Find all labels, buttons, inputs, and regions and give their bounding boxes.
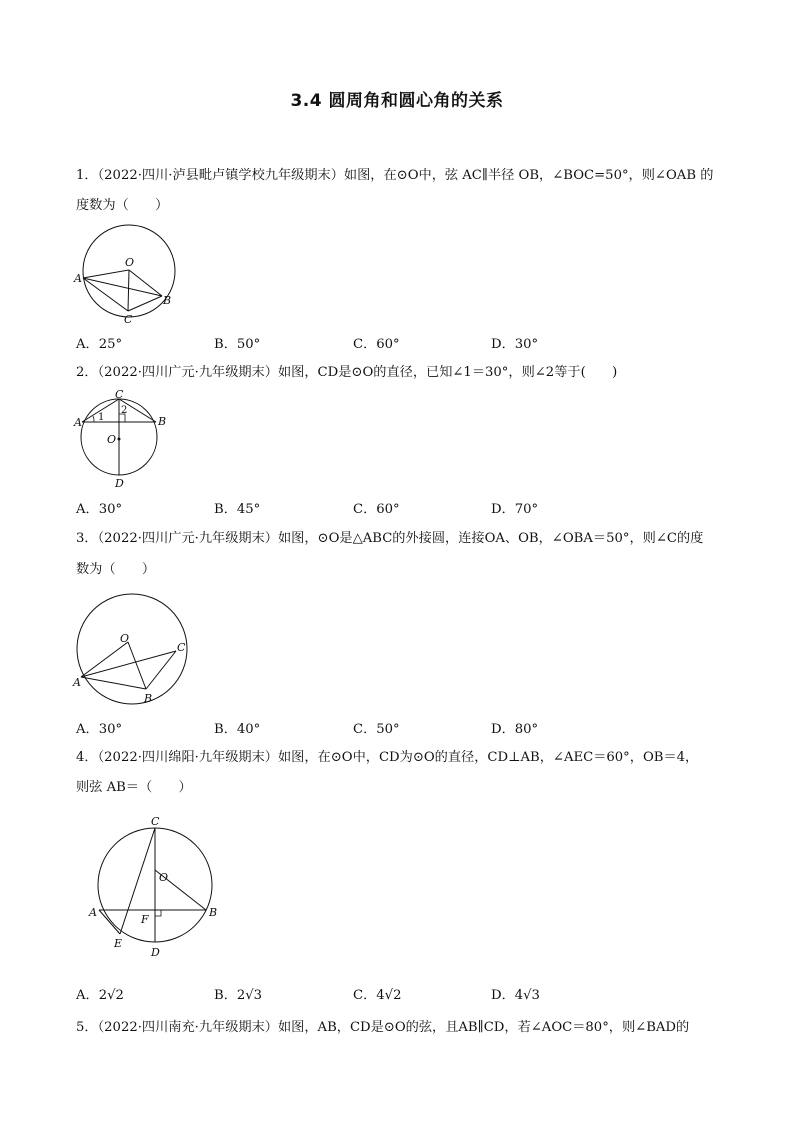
- q2-label-angle-1: 1: [98, 412, 105, 423]
- q1-option-b[interactable]: B．50°: [214, 337, 261, 352]
- q2-label-c: C: [115, 388, 124, 401]
- q1-text-line2: 度数为（ ）: [76, 198, 169, 213]
- q2-options: [76, 498, 716, 516]
- q1-figure: [70, 222, 190, 332]
- q3-options: [76, 718, 716, 736]
- q4-option-d[interactable]: D．4√3: [491, 988, 540, 1003]
- q4-label-d: D: [151, 946, 160, 959]
- q3-label-b: B: [144, 692, 153, 705]
- q4-label-c: C: [151, 815, 160, 828]
- q3-figure: [70, 596, 200, 706]
- q2-figure: [70, 390, 170, 490]
- q4-options: [76, 984, 716, 1002]
- q2-label-o: O: [107, 433, 117, 446]
- q2-label-angle-2: 2: [121, 405, 128, 416]
- q4-option-b[interactable]: B．2√3: [214, 988, 263, 1003]
- q2-option-b[interactable]: B．45°: [214, 502, 261, 517]
- q1-label-a: A: [74, 272, 82, 285]
- q4-label-b: B: [209, 906, 218, 919]
- q4-text-line1: 4．（2022·四川绵阳·九年级期末）如图，在⊙O中，CD为⊙O的直径，CD⊥AB，∠AEC＝60°，OB＝4，: [76, 750, 699, 765]
- q1-option-d[interactable]: D．30°: [491, 337, 539, 352]
- q3-text-line2: 数为（ ）: [76, 562, 156, 577]
- q3-label-o: O: [120, 632, 130, 645]
- q2-option-a[interactable]: A．30°: [76, 502, 123, 517]
- q2-text-line1: 2．（2022·四川广元·九年级期末）如图，CD是⊙O的直径，已知∠1＝30°，则∠2等于( ): [76, 365, 618, 380]
- q4-label-e: E: [114, 937, 123, 950]
- q1-option-c[interactable]: C．60°: [353, 337, 400, 352]
- q3-option-b[interactable]: B．40°: [214, 722, 261, 737]
- q5-text-line1: 5．（2022·四川南充·九年级期末）如图，AB，CD是⊙O的弦，且AB∥CD，若∠AOC＝80°，则∠BAD的: [76, 1020, 690, 1035]
- q4-label-f: F: [141, 913, 149, 926]
- q4-label-a: A: [89, 906, 97, 919]
- q4-label-o: O: [159, 871, 169, 884]
- q2-option-c[interactable]: C．60°: [353, 502, 400, 517]
- q2-label-b: B: [158, 415, 167, 428]
- q1-label-c: C: [124, 313, 133, 326]
- q2-label-d: D: [115, 477, 124, 490]
- q1-options: [76, 333, 716, 351]
- q2-option-d[interactable]: D．70°: [491, 502, 539, 517]
- q3-label-a: A: [73, 676, 81, 689]
- q2-label-a: A: [74, 416, 82, 429]
- q1-option-a[interactable]: A．25°: [76, 337, 123, 352]
- q1-label-o: O: [125, 256, 135, 269]
- q3-option-a[interactable]: A．30°: [76, 722, 123, 737]
- q4-figure: [80, 810, 230, 960]
- page-title: 3.4 圆周角和圆心角的关系: [290, 91, 504, 111]
- q4-option-c[interactable]: C．4√2: [353, 988, 402, 1003]
- q1-label-b: B: [163, 294, 172, 307]
- q4-option-a[interactable]: A．2√2: [76, 988, 124, 1003]
- q3-label-c: C: [177, 641, 186, 654]
- q4-text-line2: 则弦 AB＝（ ）: [76, 780, 192, 795]
- q3-option-c[interactable]: C．50°: [353, 722, 400, 737]
- q3-text-line1: 3．（2022·四川广元·九年级期末）如图，⊙O是△ABC的外接圆，连接OA、OB，∠OBA＝50°，则∠C的度: [76, 531, 704, 546]
- q1-text-line1: 1．（2022·四川·泸县毗卢镇学校九年级期末）如图，在⊙O中，弦 AC∥半径 OB，∠BOC=50°，则∠OAB 的: [76, 168, 714, 183]
- q3-option-d[interactable]: D．80°: [491, 722, 539, 737]
